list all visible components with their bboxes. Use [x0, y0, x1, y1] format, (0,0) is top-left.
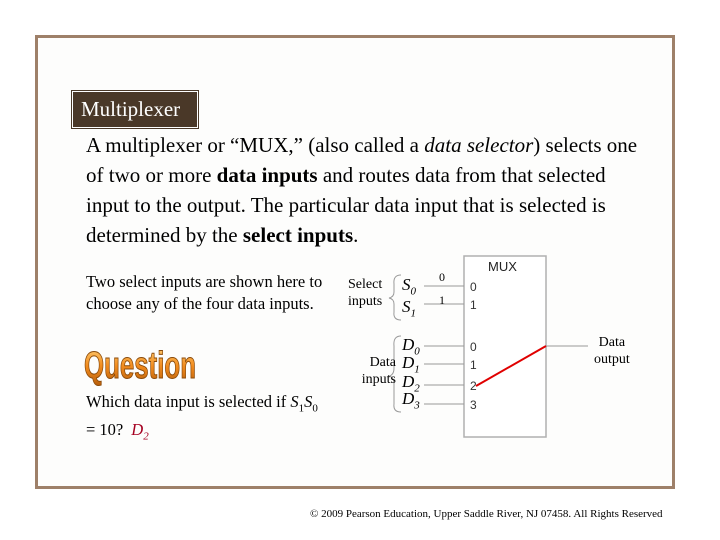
- question-prefix: Which data input is selected if: [86, 392, 291, 411]
- question-s0: S: [304, 392, 313, 411]
- pin-d1-name: D: [402, 353, 415, 372]
- pin-d3: [402, 390, 420, 414]
- pin-d2-name: D: [402, 372, 415, 391]
- question-word: Question: [84, 345, 196, 387]
- data-index-1: 1: [470, 358, 477, 372]
- intro-italic-term: data selector: [424, 133, 534, 157]
- intro-text-2: ) selects one of two or more: [86, 133, 638, 187]
- data-label-line1: Data: [369, 355, 396, 370]
- intro-text-1: A multiplexer or “MUX,” (also called a: [86, 133, 425, 157]
- intro-bold-data-inputs: data inputs: [216, 163, 318, 187]
- data-label-line2: inputs: [361, 372, 396, 387]
- question-s1: S: [290, 392, 299, 411]
- pin-s1-sub: 1: [410, 307, 416, 320]
- answer-letter: D: [131, 420, 144, 440]
- output-label-line1: Data: [598, 335, 626, 350]
- select-index-0: 0: [470, 280, 477, 294]
- select-value-0: 0: [439, 270, 445, 284]
- data-output-label: [594, 334, 630, 368]
- select-brace: [389, 275, 401, 320]
- pin-s1: [402, 298, 416, 322]
- data-index-3: 3: [470, 398, 477, 412]
- output-label-line2: output: [594, 352, 630, 367]
- pin-d2-sub: 2: [414, 382, 420, 395]
- question-suffix: = 10?: [86, 420, 124, 440]
- pin-d1-sub: 1: [414, 363, 420, 376]
- pin-d0-name: D: [402, 335, 415, 354]
- select-label-line1: Select: [348, 277, 383, 292]
- copyright-notice: © 2009 Pearson Education, Upper Saddle River, NJ 07458. All Rights Reserved: [310, 508, 663, 520]
- side-note: Two select inputs are shown here to choose any of the four data inputs.: [86, 272, 323, 313]
- pin-d3-name: D: [402, 389, 415, 408]
- pin-s1-name: S: [402, 297, 411, 316]
- data-index-2: 2: [470, 379, 477, 393]
- select-index-1: 1: [470, 298, 477, 312]
- intro-bold-select-inputs: select inputs: [242, 223, 354, 247]
- pin-d0-sub: 0: [414, 345, 420, 358]
- select-label-line2: inputs: [348, 294, 383, 309]
- data-index-0: 0: [470, 340, 477, 354]
- select-value-1: 1: [439, 293, 445, 307]
- intro-text-3: and routes data from that selected input to the output. The particular data input that is selected is determined by the: [86, 163, 606, 247]
- slide-title: Multiplexer: [72, 91, 198, 128]
- pin-d3-sub: 3: [414, 399, 420, 412]
- pin-s0-sub: 0: [410, 285, 416, 298]
- data-inputs-label: [354, 354, 396, 388]
- mux-label: MUX: [488, 259, 517, 274]
- intro-text-4: .: [353, 223, 359, 247]
- question-s1-sub: 1: [298, 402, 305, 415]
- select-inputs-label: [348, 276, 382, 310]
- question-s0-sub: 0: [312, 402, 318, 415]
- pin-s0-name: S: [402, 275, 411, 294]
- answer-sub: 2: [143, 430, 149, 443]
